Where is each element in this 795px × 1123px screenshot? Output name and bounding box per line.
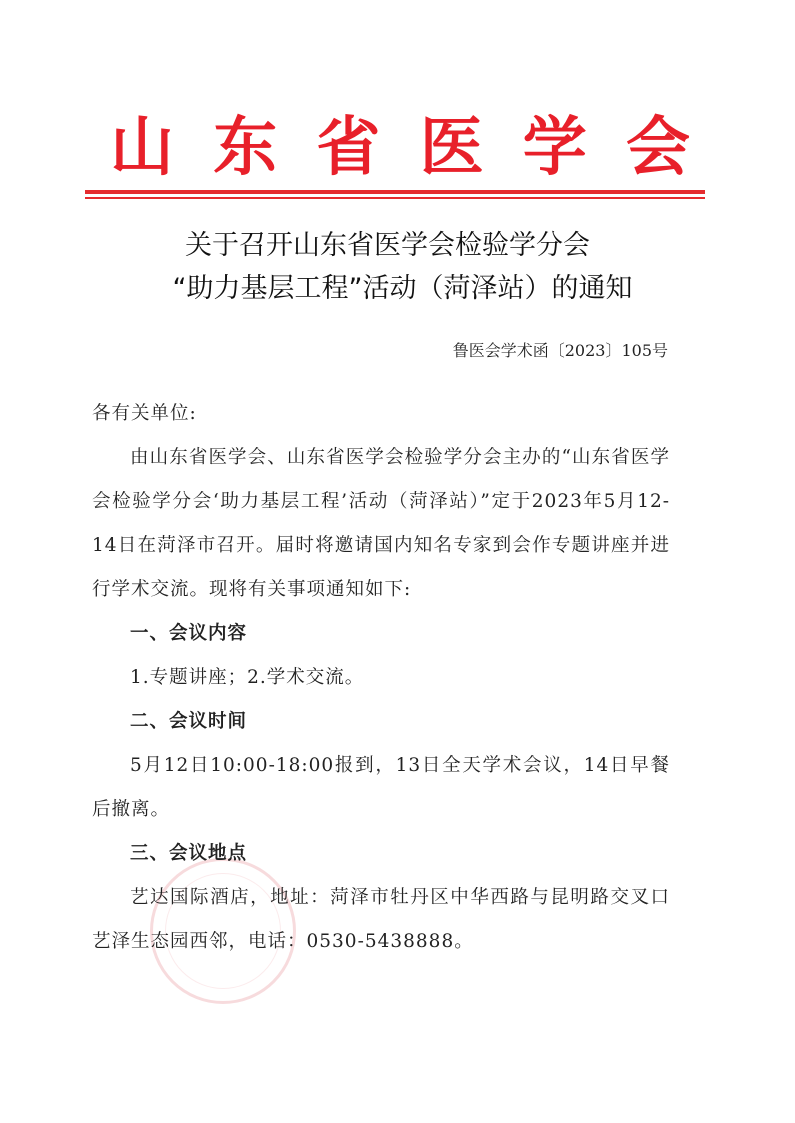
section-heading: 二、会议时间	[130, 711, 248, 732]
section-text: 1.专题讲座；2.学术交流。	[130, 667, 365, 688]
header-divider-thin	[85, 197, 705, 199]
org-masthead	[110, 96, 690, 188]
masthead-char: 省	[316, 110, 381, 185]
document-body	[92, 392, 670, 964]
masthead-char: 会	[625, 110, 690, 185]
masthead-char: 学	[522, 110, 587, 185]
salutation: 各有关单位:	[92, 403, 197, 424]
section-text: 艺达国际酒店，地址：菏泽市牡丹区中华西路与昆明路交叉口艺泽生态园西邻，电话：0530-5438888。	[92, 887, 670, 952]
section-heading: 三、会议地点	[130, 843, 248, 864]
section-text: 5月12日10:00-18:00报到，13日全天学术会议，14日早餐后撤离。	[92, 755, 670, 820]
masthead-char: 东	[213, 110, 278, 185]
masthead-char: 医	[419, 110, 484, 185]
masthead-char: 山	[110, 110, 174, 185]
document-number: 鲁医会学术函〔2023〕105号	[452, 341, 668, 360]
document-title-line1: 关于召开山东省医学会检验学分会	[185, 230, 590, 261]
document-title-line2: “助力基层工程”活动（菏泽站）的通知	[172, 273, 633, 304]
intro-paragraph: 由山东省医学会、山东省医学会检验学分会主办的“山东省医学会检验学分会‘助力基层工程’活动（菏泽站）”定于2023年5月12-14日在菏泽市召开。届时将邀请国内知名专家到会作专题讲座并进行学术交流。现将有关事项通知如下:	[92, 447, 670, 600]
header-divider-thick	[85, 190, 705, 194]
section-heading: 一、会议内容	[130, 623, 248, 644]
